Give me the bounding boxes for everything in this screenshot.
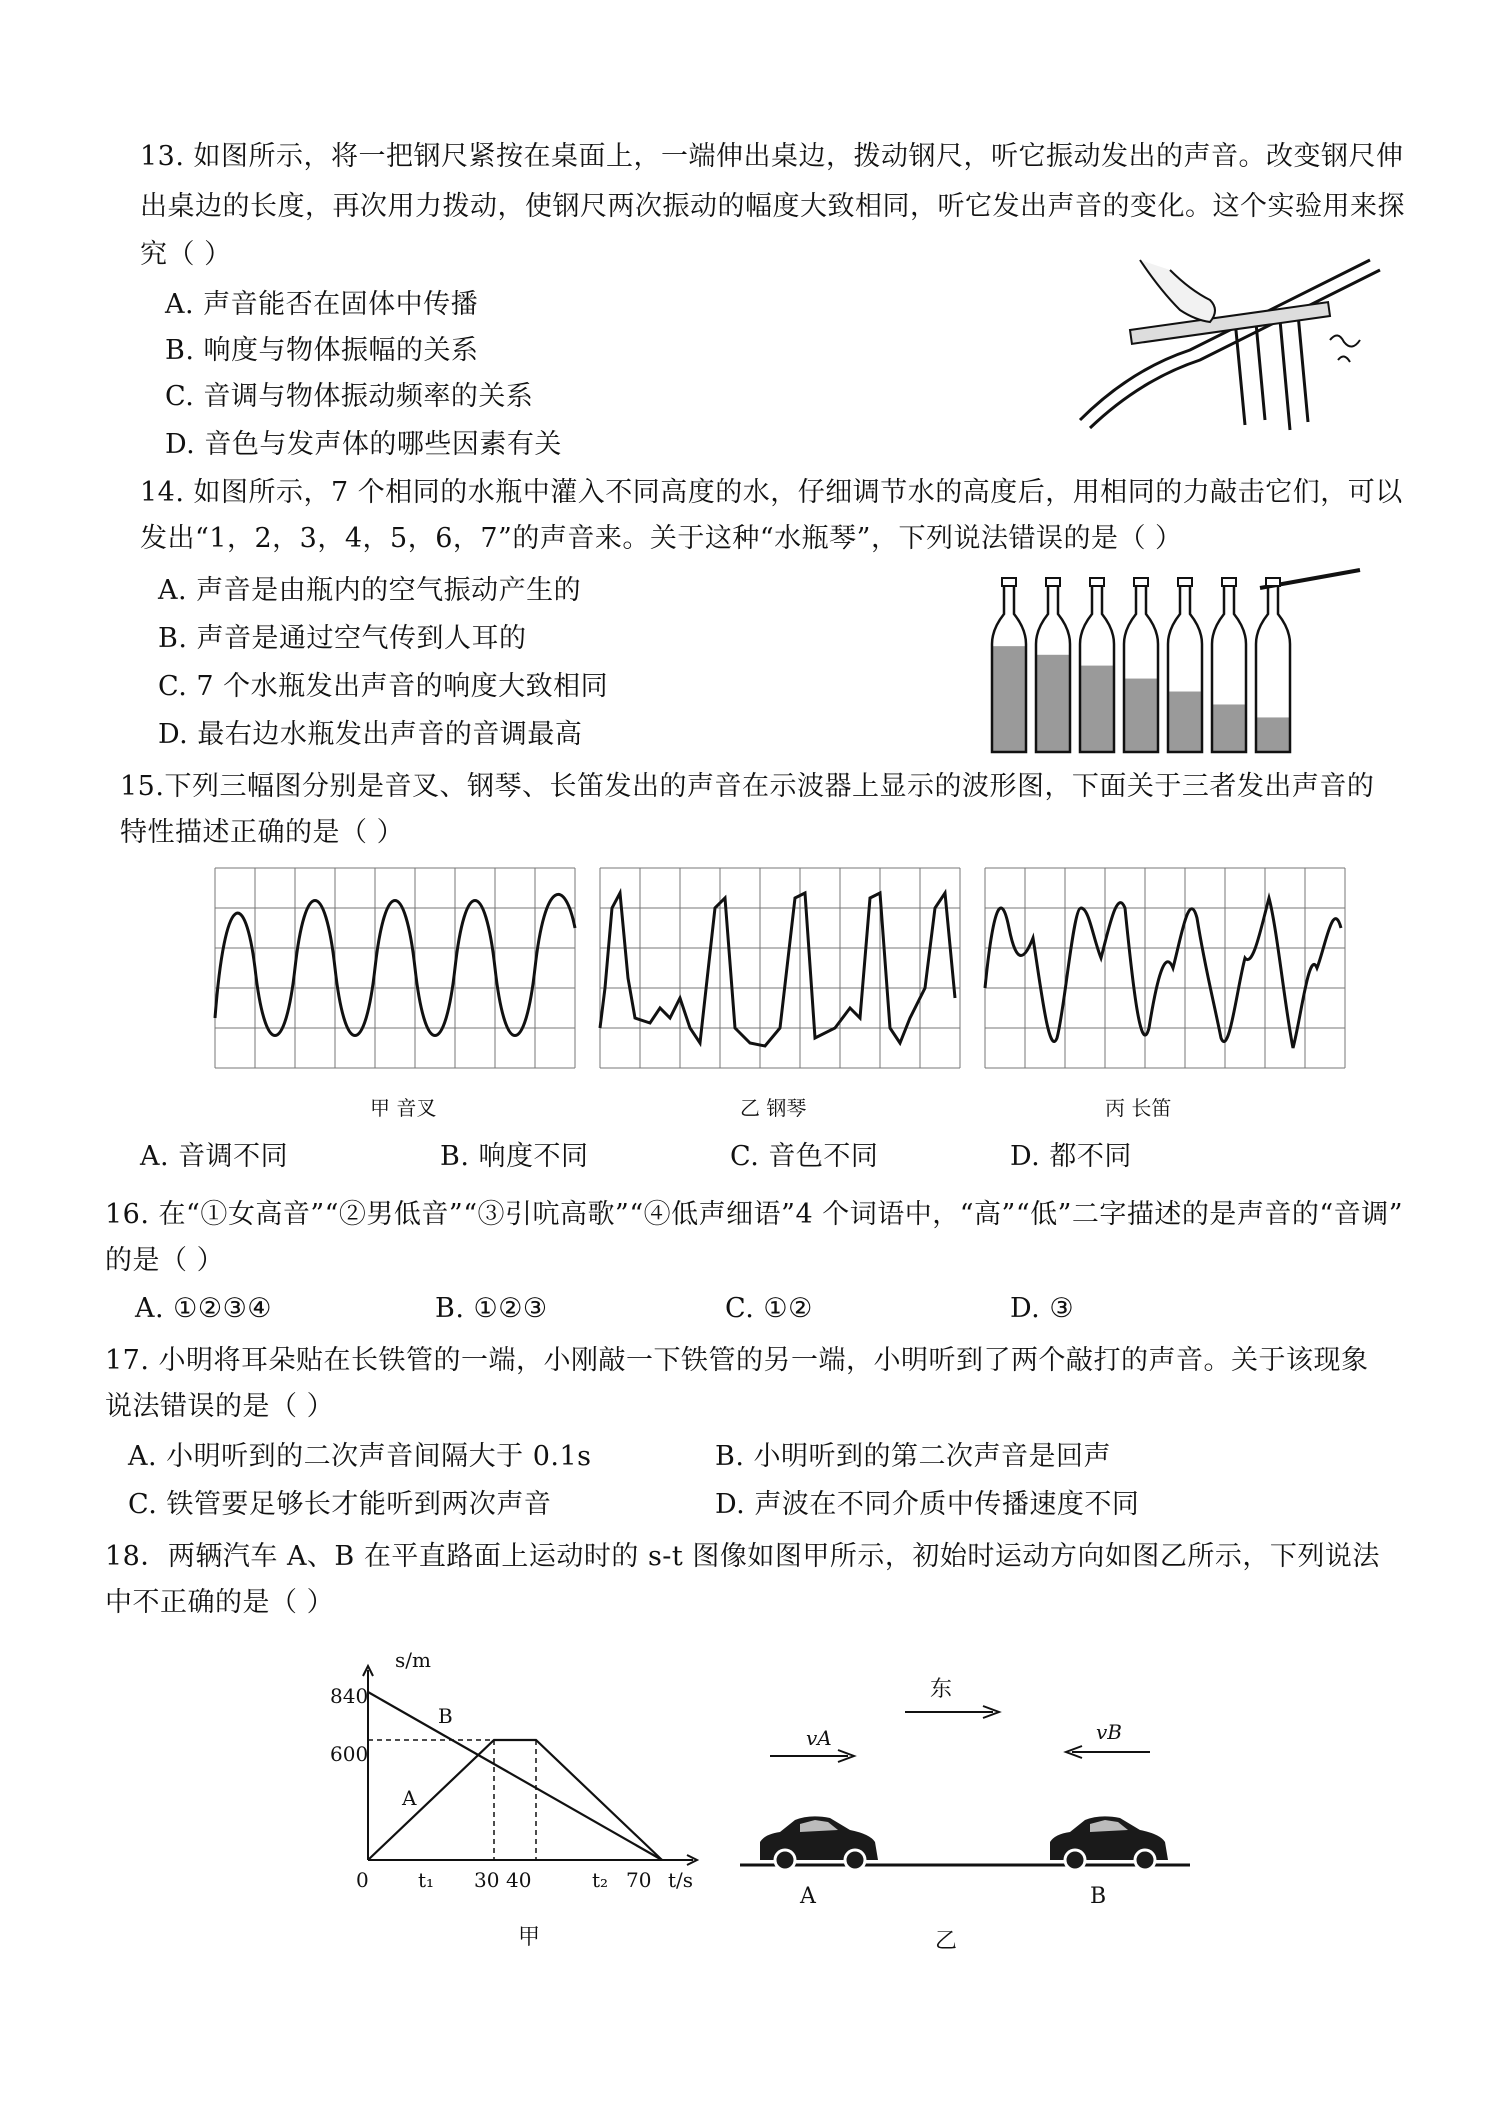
caption-piano: 乙 钢琴 xyxy=(740,1096,807,1120)
tuning-fork-waveform xyxy=(215,894,575,1035)
graph-x-tick-70: 70 xyxy=(626,1868,652,1892)
graph-y-tick-840: 840 xyxy=(330,1684,369,1708)
water-bottle-2 xyxy=(1036,578,1070,752)
q15-line1: 15.下列三幅图分别是音叉、钢琴、长笛发出的声音在示波器上显示的波形图，下面关于三者发出声音的 xyxy=(120,771,1375,802)
car-a-label: A xyxy=(800,1884,816,1909)
q16-option-b: B. ①②③ xyxy=(435,1293,548,1324)
graph-x-tick-30: 30 xyxy=(474,1868,500,1892)
graph-line-a-label: A xyxy=(402,1786,417,1810)
oscilloscope-flute xyxy=(985,868,1345,1068)
piano-waveform xyxy=(600,893,955,1046)
q14-option-a: A. 声音是由瓶内的空气振动产生的 xyxy=(158,575,582,606)
q15-option-b: B. 响度不同 xyxy=(440,1141,589,1172)
caption-flute: 丙 长笛 xyxy=(1105,1096,1172,1120)
car-b-label: B xyxy=(1090,1884,1107,1909)
q14-option-d: D. 最右边水瓶发出声音的音调最高 xyxy=(158,719,583,750)
bottle-cap xyxy=(1002,578,1016,586)
series-line-B xyxy=(368,1692,662,1860)
q14-option-b: B. 声音是通过空气传到人耳的 xyxy=(158,623,527,654)
q17-line1: 17. 小明将耳朵贴在长铁管的一端，小刚敲一下铁管的另一端，小明听到了两个敲打的声音。关于该现象 xyxy=(105,1345,1369,1376)
caption-tuning-fork: 甲 音叉 xyxy=(370,1096,437,1120)
q17-line2: 说法错误的是（ ） xyxy=(105,1391,335,1422)
q13-line3: 究（ ） xyxy=(140,239,232,270)
water-bottle-7 xyxy=(1256,578,1290,752)
water-bottle-1 xyxy=(992,578,1026,752)
water-bottle-6 xyxy=(1212,578,1246,752)
oscilloscope-piano xyxy=(600,868,960,1068)
graph-x-tick-t2: t₂ xyxy=(592,1868,609,1892)
water-bottle-3 xyxy=(1080,578,1114,752)
q15-option-d: D. 都不同 xyxy=(1010,1141,1132,1172)
q16-option-c: C. ①② xyxy=(725,1293,813,1324)
bottle-cap xyxy=(1046,578,1060,586)
q17-option-a: A. 小明听到的二次声音间隔大于 0.1s xyxy=(128,1441,592,1472)
graph-x-tick-40: 40 xyxy=(506,1868,532,1892)
water-fill xyxy=(992,646,1026,752)
bottle-cap xyxy=(1178,578,1192,586)
car-b-icon xyxy=(1050,1816,1168,1870)
velocity-b-label: vB xyxy=(1096,1720,1122,1744)
graph-line-b-label: B xyxy=(438,1704,453,1728)
q16-option-d: D. ③ xyxy=(1010,1293,1075,1324)
water-bottles-figure xyxy=(990,570,1370,760)
water-bottle-5 xyxy=(1168,578,1202,752)
q14-option-c: C. 7 个水瓶发出声音的响度大致相同 xyxy=(158,671,609,702)
bottle-cap xyxy=(1266,578,1280,586)
q16-line2: 的是（ ） xyxy=(105,1245,225,1276)
q16-option-a: A. ①②③④ xyxy=(135,1293,272,1324)
graph-x-tick-t1: t₁ xyxy=(418,1868,435,1892)
direction-arrow xyxy=(905,1706,1005,1718)
q13-line2: 出桌边的长度，再次用力拨动，使钢尺两次振动的幅度大致相同，听它发出声音的变化。这个实验用来探 xyxy=(140,191,1405,222)
q13-option-a: A. 声音能否在固体中传播 xyxy=(165,289,479,320)
q13-option-d: D. 音色与发声体的哪些因素有关 xyxy=(165,429,562,460)
flute-waveform xyxy=(985,898,1341,1048)
q13-line1: 13. 如图所示，将一把钢尺紧按在桌面上，一端伸出桌边，拨动钢尺，听它振动发出的声音。改变钢尺伸 xyxy=(140,141,1404,172)
ruler-on-table-figure xyxy=(1070,250,1390,430)
oscilloscope-tuning-fork xyxy=(215,868,575,1068)
car-a-icon xyxy=(760,1816,878,1870)
velocity-a-arrow xyxy=(770,1750,860,1762)
water-fill xyxy=(1080,666,1114,752)
graph-caption: 甲 xyxy=(518,1925,541,1950)
road-scene xyxy=(740,1800,1190,1880)
q17-option-b: B. 小明听到的第二次声音是回声 xyxy=(715,1441,1112,1472)
bottle-cap xyxy=(1222,578,1236,586)
water-fill xyxy=(1124,679,1158,752)
direction-east-label: 东 xyxy=(930,1677,953,1702)
q15-option-a: A. 音调不同 xyxy=(140,1141,289,1172)
q14-line1: 14. 如图所示，7 个相同的水瓶中灌入不同高度的水，仔细调节水的高度后，用相同的力敲击它们，可以 xyxy=(140,477,1403,508)
velocity-a-label: vA xyxy=(806,1726,832,1750)
water-fill xyxy=(1212,704,1246,752)
graph-y-tick-600: 600 xyxy=(330,1742,369,1766)
bottle-cap xyxy=(1090,578,1104,586)
graph-y-axis-label: s/m xyxy=(395,1648,431,1672)
graph-origin-label: 0 xyxy=(356,1868,369,1892)
q13-option-c: C. 音调与物体振动频率的关系 xyxy=(165,381,534,412)
water-fill xyxy=(1168,692,1202,752)
water-bottle-4 xyxy=(1124,578,1158,752)
q14-line2: 发出“1，2，3，4，5，6，7”的声音来。关于这种“水瓶琴”，下列说法错误的是（ ） xyxy=(140,523,1183,554)
velocity-b-arrow xyxy=(1060,1746,1150,1758)
q18-line1: 18．两辆汽车 A、B 在平直路面上运动时的 s-t 图像如图甲所示，初始时运动方向如图乙所示，下列说法 xyxy=(105,1541,1380,1572)
q13-option-b: B. 响度与物体振幅的关系 xyxy=(165,335,479,366)
water-fill xyxy=(1036,655,1070,752)
q16-line1: 16. 在“①女高音”“②男低音”“③引吭高歌”“④低声细语”4 个词语中，“高”“低”二字描述的是声音的“音调” xyxy=(105,1199,1404,1230)
graph-x-axis-label: t/s xyxy=(668,1868,694,1892)
water-fill xyxy=(1256,717,1290,752)
q17-option-d: D. 声波在不同介质中传播速度不同 xyxy=(715,1489,1140,1520)
q15-line2: 特性描述正确的是（ ） xyxy=(120,817,405,848)
q18-line2: 中不正确的是（ ） xyxy=(105,1587,335,1618)
scene-caption: 乙 xyxy=(935,1929,958,1954)
q15-option-c: C. 音色不同 xyxy=(730,1141,879,1172)
bottle-cap xyxy=(1134,578,1148,586)
s-t-graph xyxy=(320,1640,700,1900)
q17-option-c: C. 铁管要足够长才能听到两次声音 xyxy=(128,1489,552,1520)
